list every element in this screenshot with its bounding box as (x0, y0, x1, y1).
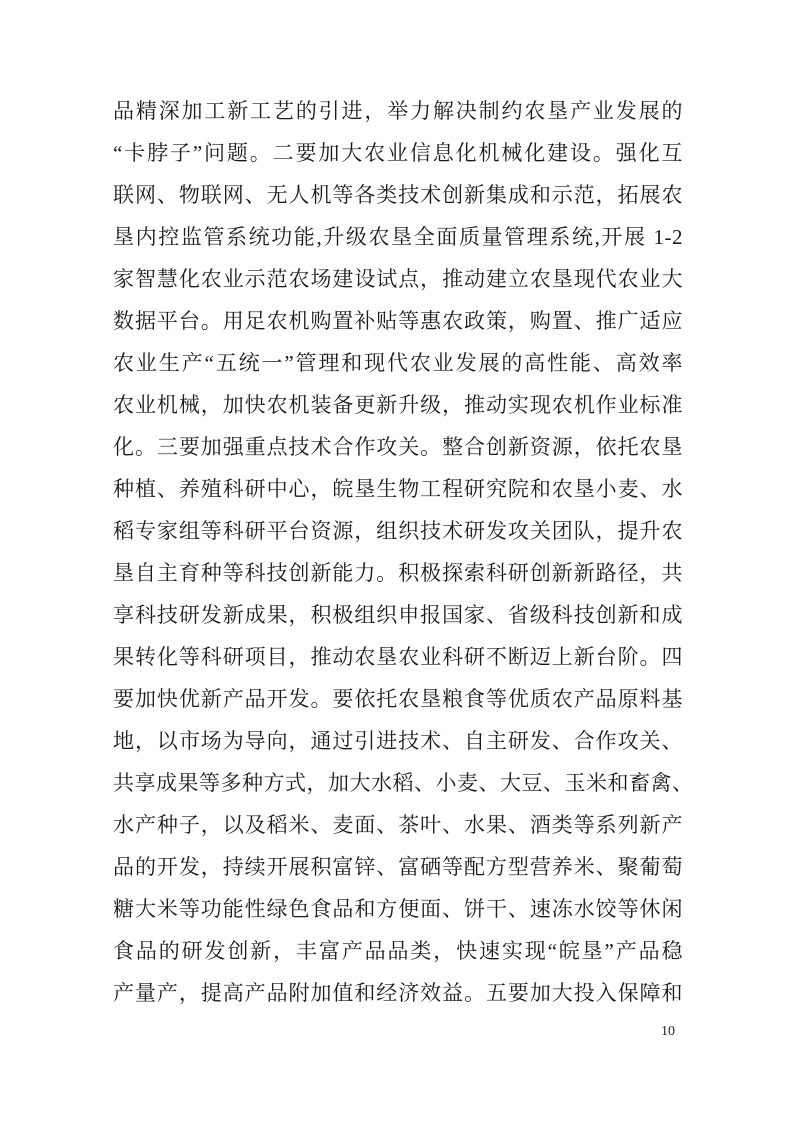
text-line: 品精深加工新工艺的引进，举力解决制约农垦产业发展的 (113, 99, 683, 123)
text-line: “卡脖子”问题。二要加大农业信息化机械化建设。强化互 (113, 141, 683, 165)
text-line: 糖大米等功能性绿色食品和方便面、饼干、速冻水饺等休闲 (113, 897, 683, 921)
text-line: 共享成果等多种方式，加大水稻、小麦、大豆、玉米和畜禽、 (113, 771, 694, 795)
text-line: 农业机械，加快农机装备更新升级，推动实现农机作业标准 (113, 393, 683, 417)
text-line: 种植、养殖科研中心，皖垦生物工程研究院和农垦小麦、水 (113, 477, 683, 501)
text-line: 地，以市场为导向，通过引进技术、自主研发、合作攻关、 (113, 729, 683, 753)
text-line: 要加快优新产品开发。要依托农垦粮食等优质农产品原料基 (113, 687, 683, 711)
text-line: 数据平台。用足农机购置补贴等惠农政策，购置、推广适应 (113, 309, 683, 333)
page-number: 10 (661, 1024, 675, 1039)
text-line: 品的开发，持续开展积富锌、富硒等配方型营养米、聚葡萄 (113, 855, 683, 879)
text-line: 垦自主育种等科技创新能力。积极探索科研创新新路径，共 (113, 561, 683, 585)
text-line: 产量产，提高产品附加值和经济效益。五要加大投入保障和 (113, 981, 683, 1005)
text-line: 农业生产“五统一”管理和现代农业发展的高性能、高效率 (113, 351, 683, 375)
text-line: 果转化等科研项目，推动农垦农业科研不断迈上新台阶。四 (113, 645, 683, 669)
text-line: 化。三要加强重点技术合作攻关。整合创新资源，依托农垦 (113, 435, 683, 459)
text-line: 享科技研发新成果，积极组织申报国家、省级科技创新和成 (113, 603, 683, 627)
text-line: 稻专家组等科研平台资源，组织技术研发攻关团队，提升农 (113, 519, 683, 543)
body-text-block (113, 90, 694, 1014)
text-line: 垦内控监管系统功能,升级农垦全面质量管理系统,开展 1-2 (113, 225, 683, 249)
text-line: 家智慧化农业示范农场建设试点，推动建立农垦现代农业大 (113, 267, 683, 291)
text-line: 联网、物联网、无人机等各类技术创新集成和示范，拓展农 (113, 183, 683, 207)
text-line: 水产种子，以及稻米、麦面、茶叶、水果、酒类等系列新产 (113, 813, 683, 837)
text-line: 食品的研发创新，丰富产品品类，快速实现“皖垦”产品稳 (113, 939, 683, 963)
